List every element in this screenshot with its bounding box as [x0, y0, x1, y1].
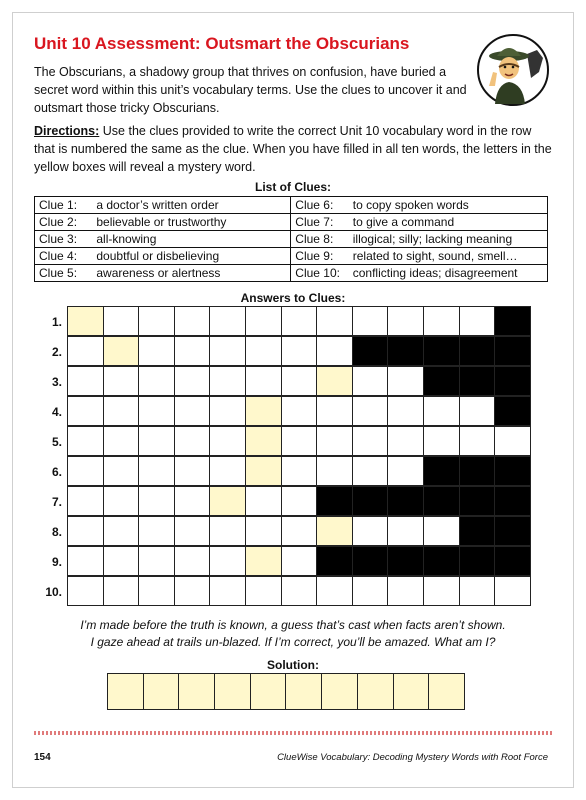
blocked-cell [387, 336, 424, 366]
letter-cell[interactable] [245, 306, 282, 336]
letter-cell[interactable] [103, 456, 140, 486]
letter-cell[interactable] [316, 456, 353, 486]
answer-row [45, 577, 531, 607]
page-title: Unit 10 Assessment: Outsmart the Obscurians [34, 34, 410, 53]
letter-cell[interactable] [103, 516, 140, 546]
answer-row [51, 307, 531, 337]
letter-cell[interactable] [387, 456, 424, 486]
letter-cell[interactable] [423, 516, 460, 546]
letter-cell[interactable] [316, 426, 353, 456]
letter-cell[interactable] [352, 396, 389, 426]
letter-cell[interactable] [494, 426, 531, 456]
letter-cell[interactable] [209, 546, 246, 576]
clue-row [35, 248, 548, 265]
letter-cell[interactable] [67, 576, 104, 606]
blocked-cell [387, 486, 424, 516]
blocked-cell [494, 516, 531, 546]
mystery-letter-cell[interactable] [103, 336, 140, 366]
intro-paragraph: The Obscurians, a shadowy group that thrives on confusion, have buried a secret word within this unit’s vocabulary terms. Use the clues to uncover it and outsmart those tricky Obscurians. [34, 65, 467, 115]
riddle-line: I’m made before the truth is known, a guess that’s cast when facts aren’t shown. [80, 618, 506, 632]
letter-cell[interactable] [174, 426, 211, 456]
directions-label: Directions: [34, 124, 100, 138]
letter-cell[interactable] [316, 306, 353, 336]
letter-cell[interactable] [352, 306, 389, 336]
blocked-cell [494, 486, 531, 516]
letter-cell[interactable] [316, 576, 353, 606]
letter-cell[interactable] [494, 576, 531, 606]
blocked-cell [494, 306, 531, 336]
letter-cell[interactable] [103, 546, 140, 576]
letter-cell[interactable] [174, 546, 211, 576]
letter-cell[interactable] [174, 456, 211, 486]
letter-cell[interactable] [245, 366, 282, 396]
answer-row [51, 427, 531, 457]
mystery-letter-cell[interactable] [209, 486, 246, 516]
clue-text: doubtful or disbelieving [92, 248, 290, 265]
clue-number: Clue 7: [291, 214, 349, 231]
letter-cell[interactable] [174, 516, 211, 546]
clue-text: a doctor’s written order [92, 197, 290, 214]
clue-number: Clue 3: [35, 231, 93, 248]
answer-row [51, 337, 531, 367]
blocked-cell [459, 366, 496, 396]
answer-row [51, 547, 531, 577]
letter-cell[interactable] [209, 516, 246, 546]
letter-cell[interactable] [209, 366, 246, 396]
letter-cell[interactable] [138, 426, 175, 456]
clue-text: conflicting ideas; disagreement [349, 265, 548, 282]
blocked-cell [459, 516, 496, 546]
blocked-cell [316, 486, 353, 516]
letter-cell[interactable] [103, 366, 140, 396]
letter-cell[interactable] [352, 456, 389, 486]
page-number: 154 [34, 752, 51, 763]
letter-cell[interactable] [387, 306, 424, 336]
blocked-cell [494, 336, 531, 366]
letter-cell[interactable] [138, 336, 175, 366]
blocked-cell [423, 456, 460, 486]
clue-text: to copy spoken words [349, 197, 548, 214]
letter-cell[interactable] [459, 576, 496, 606]
riddle [34, 617, 552, 651]
directions-text: Use the clues provided to write the correct Unit 10 vocabulary word in the row that is numbered the same as the clue. When you have filled in all ten words, the letters in the yellow boxes will reveal a mystery word. [34, 124, 552, 174]
letter-cell[interactable] [423, 396, 460, 426]
blocked-cell [352, 336, 389, 366]
letter-cell[interactable] [138, 456, 175, 486]
letter-cell[interactable] [103, 486, 140, 516]
blocked-cell [316, 546, 353, 576]
blocked-cell [494, 396, 531, 426]
letter-cell[interactable] [67, 396, 104, 426]
solution-letter-box[interactable] [143, 673, 180, 710]
letter-cell[interactable] [387, 576, 424, 606]
answer-row-label: 3. [51, 375, 62, 389]
letter-cell[interactable] [423, 426, 460, 456]
mystery-letter-cell[interactable] [245, 546, 282, 576]
letter-cell[interactable] [67, 486, 104, 516]
letter-cell[interactable] [281, 306, 318, 336]
letter-cell[interactable] [281, 576, 318, 606]
letter-cell[interactable] [316, 396, 353, 426]
answer-row [51, 517, 531, 547]
solution-letter-box[interactable] [250, 673, 287, 710]
letter-cell[interactable] [387, 516, 424, 546]
answer-row-label: 10. [45, 585, 62, 599]
letter-cell[interactable] [245, 576, 282, 606]
letter-cell[interactable] [67, 456, 104, 486]
solution-letter-box[interactable] [393, 673, 430, 710]
clue-text: illogical; silly; lacking meaning [349, 231, 548, 248]
solution-letter-box[interactable] [357, 673, 394, 710]
letter-cell[interactable] [67, 336, 104, 366]
letter-cell[interactable] [209, 336, 246, 366]
solution-letter-box[interactable] [178, 673, 215, 710]
answer-row [51, 397, 531, 427]
letter-cell[interactable] [103, 396, 140, 426]
blocked-cell [494, 366, 531, 396]
letter-cell[interactable] [209, 576, 246, 606]
letter-cell[interactable] [352, 576, 389, 606]
answer-row-label: 5. [51, 435, 62, 449]
letter-cell[interactable] [209, 426, 246, 456]
riddle-line: I gaze ahead at trails un-blazed. If I’m correct, you’ll be amazed. What am I? [90, 635, 496, 649]
letter-cell[interactable] [459, 426, 496, 456]
clues-heading: List of Clues: [254, 180, 331, 194]
answer-row-label: 1. [51, 315, 62, 329]
answer-row-label: 4. [51, 405, 62, 419]
mystery-letter-cell[interactable] [67, 306, 104, 336]
clue-number: Clue 6: [291, 197, 349, 214]
blocked-cell [459, 456, 496, 486]
letter-cell[interactable] [245, 336, 282, 366]
letter-cell[interactable] [459, 306, 496, 336]
letter-cell[interactable] [138, 576, 175, 606]
answer-row [51, 367, 531, 397]
blocked-cell [352, 486, 389, 516]
detective-mascot-icon [477, 34, 549, 106]
letter-cell[interactable] [138, 516, 175, 546]
solution-letter-box[interactable] [321, 673, 358, 710]
clue-number: Clue 8: [291, 231, 349, 248]
footer-divider [34, 731, 552, 735]
clue-table [34, 196, 548, 282]
blocked-cell [459, 546, 496, 576]
letter-cell[interactable] [245, 516, 282, 546]
clue-number: Clue 1: [35, 197, 93, 214]
letter-cell[interactable] [138, 546, 175, 576]
letter-cell[interactable] [352, 426, 389, 456]
letter-cell[interactable] [423, 576, 460, 606]
clue-number: Clue 4: [35, 248, 93, 265]
letter-cell[interactable] [174, 306, 211, 336]
letter-cell[interactable] [281, 396, 318, 426]
letter-cell[interactable] [174, 486, 211, 516]
letter-cell[interactable] [281, 456, 318, 486]
answers-heading: Answers to Clues: [240, 291, 346, 305]
blocked-cell [387, 546, 424, 576]
clue-row [35, 265, 548, 282]
clue-text: to give a command [349, 214, 548, 231]
clue-number: Clue 5: [35, 265, 93, 282]
letter-cell[interactable] [209, 306, 246, 336]
answer-row [51, 457, 531, 487]
clue-row [35, 197, 548, 214]
letter-cell[interactable] [352, 516, 389, 546]
letter-cell[interactable] [281, 336, 318, 366]
letter-cell[interactable] [174, 336, 211, 366]
blocked-cell [494, 546, 531, 576]
letter-cell[interactable] [67, 546, 104, 576]
blocked-cell [494, 456, 531, 486]
letter-cell[interactable] [67, 426, 104, 456]
solution-letter-box[interactable] [428, 673, 465, 710]
blocked-cell [423, 546, 460, 576]
solution-letter-box[interactable] [214, 673, 251, 710]
blocked-cell [423, 486, 460, 516]
answer-row-label: 9. [51, 555, 62, 569]
letter-cell[interactable] [281, 546, 318, 576]
book-title: ClueWise Vocabulary: Decoding Mystery Words with Root Force [277, 752, 548, 763]
answer-row [51, 487, 531, 517]
clue-row [35, 231, 548, 248]
answer-row-label: 8. [51, 525, 62, 539]
blocked-cell [423, 366, 460, 396]
letter-cell[interactable] [103, 306, 140, 336]
mystery-letter-cell[interactable] [245, 456, 282, 486]
letter-cell[interactable] [174, 396, 211, 426]
solution-heading: Solution: [267, 658, 319, 672]
letter-cell[interactable] [103, 426, 140, 456]
solution-letter-box[interactable] [107, 673, 144, 710]
letter-cell[interactable] [423, 306, 460, 336]
mystery-letter-cell[interactable] [316, 516, 353, 546]
letter-cell[interactable] [67, 366, 104, 396]
answer-row-label: 7. [51, 495, 62, 509]
letter-cell[interactable] [174, 366, 211, 396]
letter-cell[interactable] [138, 366, 175, 396]
clue-number: Clue 10: [291, 265, 349, 282]
letter-cell[interactable] [245, 486, 282, 516]
letter-cell[interactable] [387, 396, 424, 426]
mystery-letter-cell[interactable] [316, 366, 353, 396]
clue-text: all-knowing [92, 231, 290, 248]
letter-cell[interactable] [209, 456, 246, 486]
clue-text: related to sight, sound, smell… [349, 248, 548, 265]
letter-cell[interactable] [281, 366, 318, 396]
letter-cell[interactable] [174, 576, 211, 606]
letter-cell[interactable] [281, 516, 318, 546]
letter-cell[interactable] [352, 366, 389, 396]
solution-boxes [108, 673, 465, 710]
solution-letter-box[interactable] [285, 673, 322, 710]
letter-cell[interactable] [387, 426, 424, 456]
clue-number: Clue 2: [35, 214, 93, 231]
blocked-cell [352, 546, 389, 576]
letter-cell[interactable] [103, 576, 140, 606]
letter-cell[interactable] [387, 366, 424, 396]
letter-cell[interactable] [67, 516, 104, 546]
answer-row-label: 2. [51, 345, 62, 359]
letter-cell[interactable] [281, 426, 318, 456]
letter-cell[interactable] [138, 306, 175, 336]
blocked-cell [459, 336, 496, 366]
clue-row [35, 214, 548, 231]
clue-text: awareness or alertness [92, 265, 290, 282]
letter-cell[interactable] [459, 396, 496, 426]
mystery-letter-cell[interactable] [245, 426, 282, 456]
answer-grid [45, 307, 531, 607]
letter-cell[interactable] [209, 396, 246, 426]
clue-text: believable or trustworthy [92, 214, 290, 231]
letter-cell[interactable] [138, 486, 175, 516]
clue-number: Clue 9: [291, 248, 349, 265]
letter-cell[interactable] [138, 396, 175, 426]
letter-cell[interactable] [281, 486, 318, 516]
blocked-cell [459, 486, 496, 516]
blocked-cell [423, 336, 460, 366]
mystery-letter-cell[interactable] [245, 396, 282, 426]
answer-row-label: 6. [51, 465, 62, 479]
directions-paragraph [34, 122, 552, 176]
letter-cell[interactable] [316, 336, 353, 366]
